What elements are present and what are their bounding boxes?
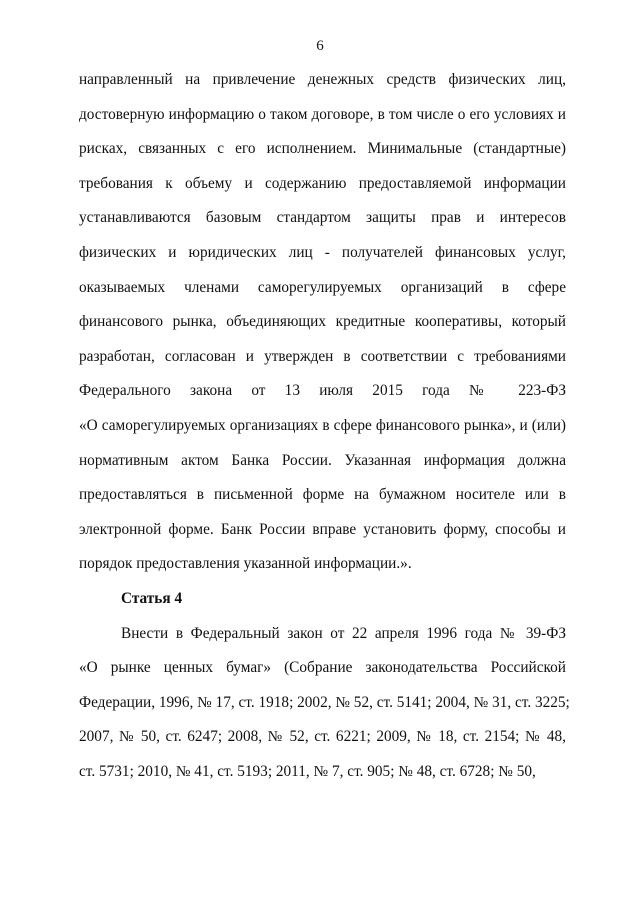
text-line: «О рынке ценных бумаг» (Собрание законодательства Российской	[79, 659, 566, 677]
text-line: направленный на привлечение денежных средств физических лиц,	[79, 71, 566, 88]
text-line: Федерального закона от 13 июля 2015 года № 223-ФЗ	[79, 382, 566, 400]
text-line: ст. 5731; 2010, № 41, ст. 5193; 2011, № 7, ст. 905; № 48, ст. 6728; № 50,	[79, 762, 536, 780]
text-line: Федерации, 1996, № 17, ст. 1918; 2002, № 52, ст. 5141; 2004, № 31, ст. 3225;	[79, 693, 570, 711]
text-line: достоверную информацию о таком договоре, в том числе о его условиях и	[79, 105, 566, 123]
text-line: электронной форме. Банк России вправе установить форму, способы и	[79, 520, 566, 538]
text-line: финансового рынка, объединяющих кредитные кооперативы, который	[79, 313, 566, 331]
text-line: разработан, согласован и утвержден в соответствии с требованиями	[79, 347, 566, 365]
text-line: физических и юридических лиц - получателей финансовых услуг,	[79, 243, 566, 261]
document-body	[79, 69, 570, 795]
paragraph-continuation	[79, 69, 566, 588]
text-line: устанавливаются базовым стандартом защиты прав и интересов	[79, 209, 566, 227]
text-line: требования к объему и содержанию предоставляемой информации	[79, 174, 566, 192]
paragraph-article-4	[79, 623, 570, 796]
text-line: рисках, связанных с его исполнением. Минимальные (стандартные)	[79, 140, 566, 158]
text-line: предоставляться в письменной форме на бумажном носителе или в	[79, 486, 566, 504]
text-line: порядок предоставления указанной информации.».	[79, 555, 412, 573]
article-heading: Статья 4	[121, 589, 183, 607]
text-line: нормативным актом Банка России. Указанная информация должна	[79, 451, 566, 469]
page-number: 6	[316, 38, 324, 54]
text-line: оказываемых членами саморегулируемых организаций в сфере	[79, 278, 566, 296]
text-line: 2007, № 50, ст. 6247; 2008, № 52, ст. 6221; 2009, № 18, ст. 2154; № 48,	[79, 728, 566, 746]
text-line: «О саморегулируемых организациях в сфере финансового рынка», и (или)	[79, 416, 566, 434]
text-line: Внести в Федеральный закон от 22 апреля 1996 года № 39-ФЗ	[121, 624, 566, 642]
